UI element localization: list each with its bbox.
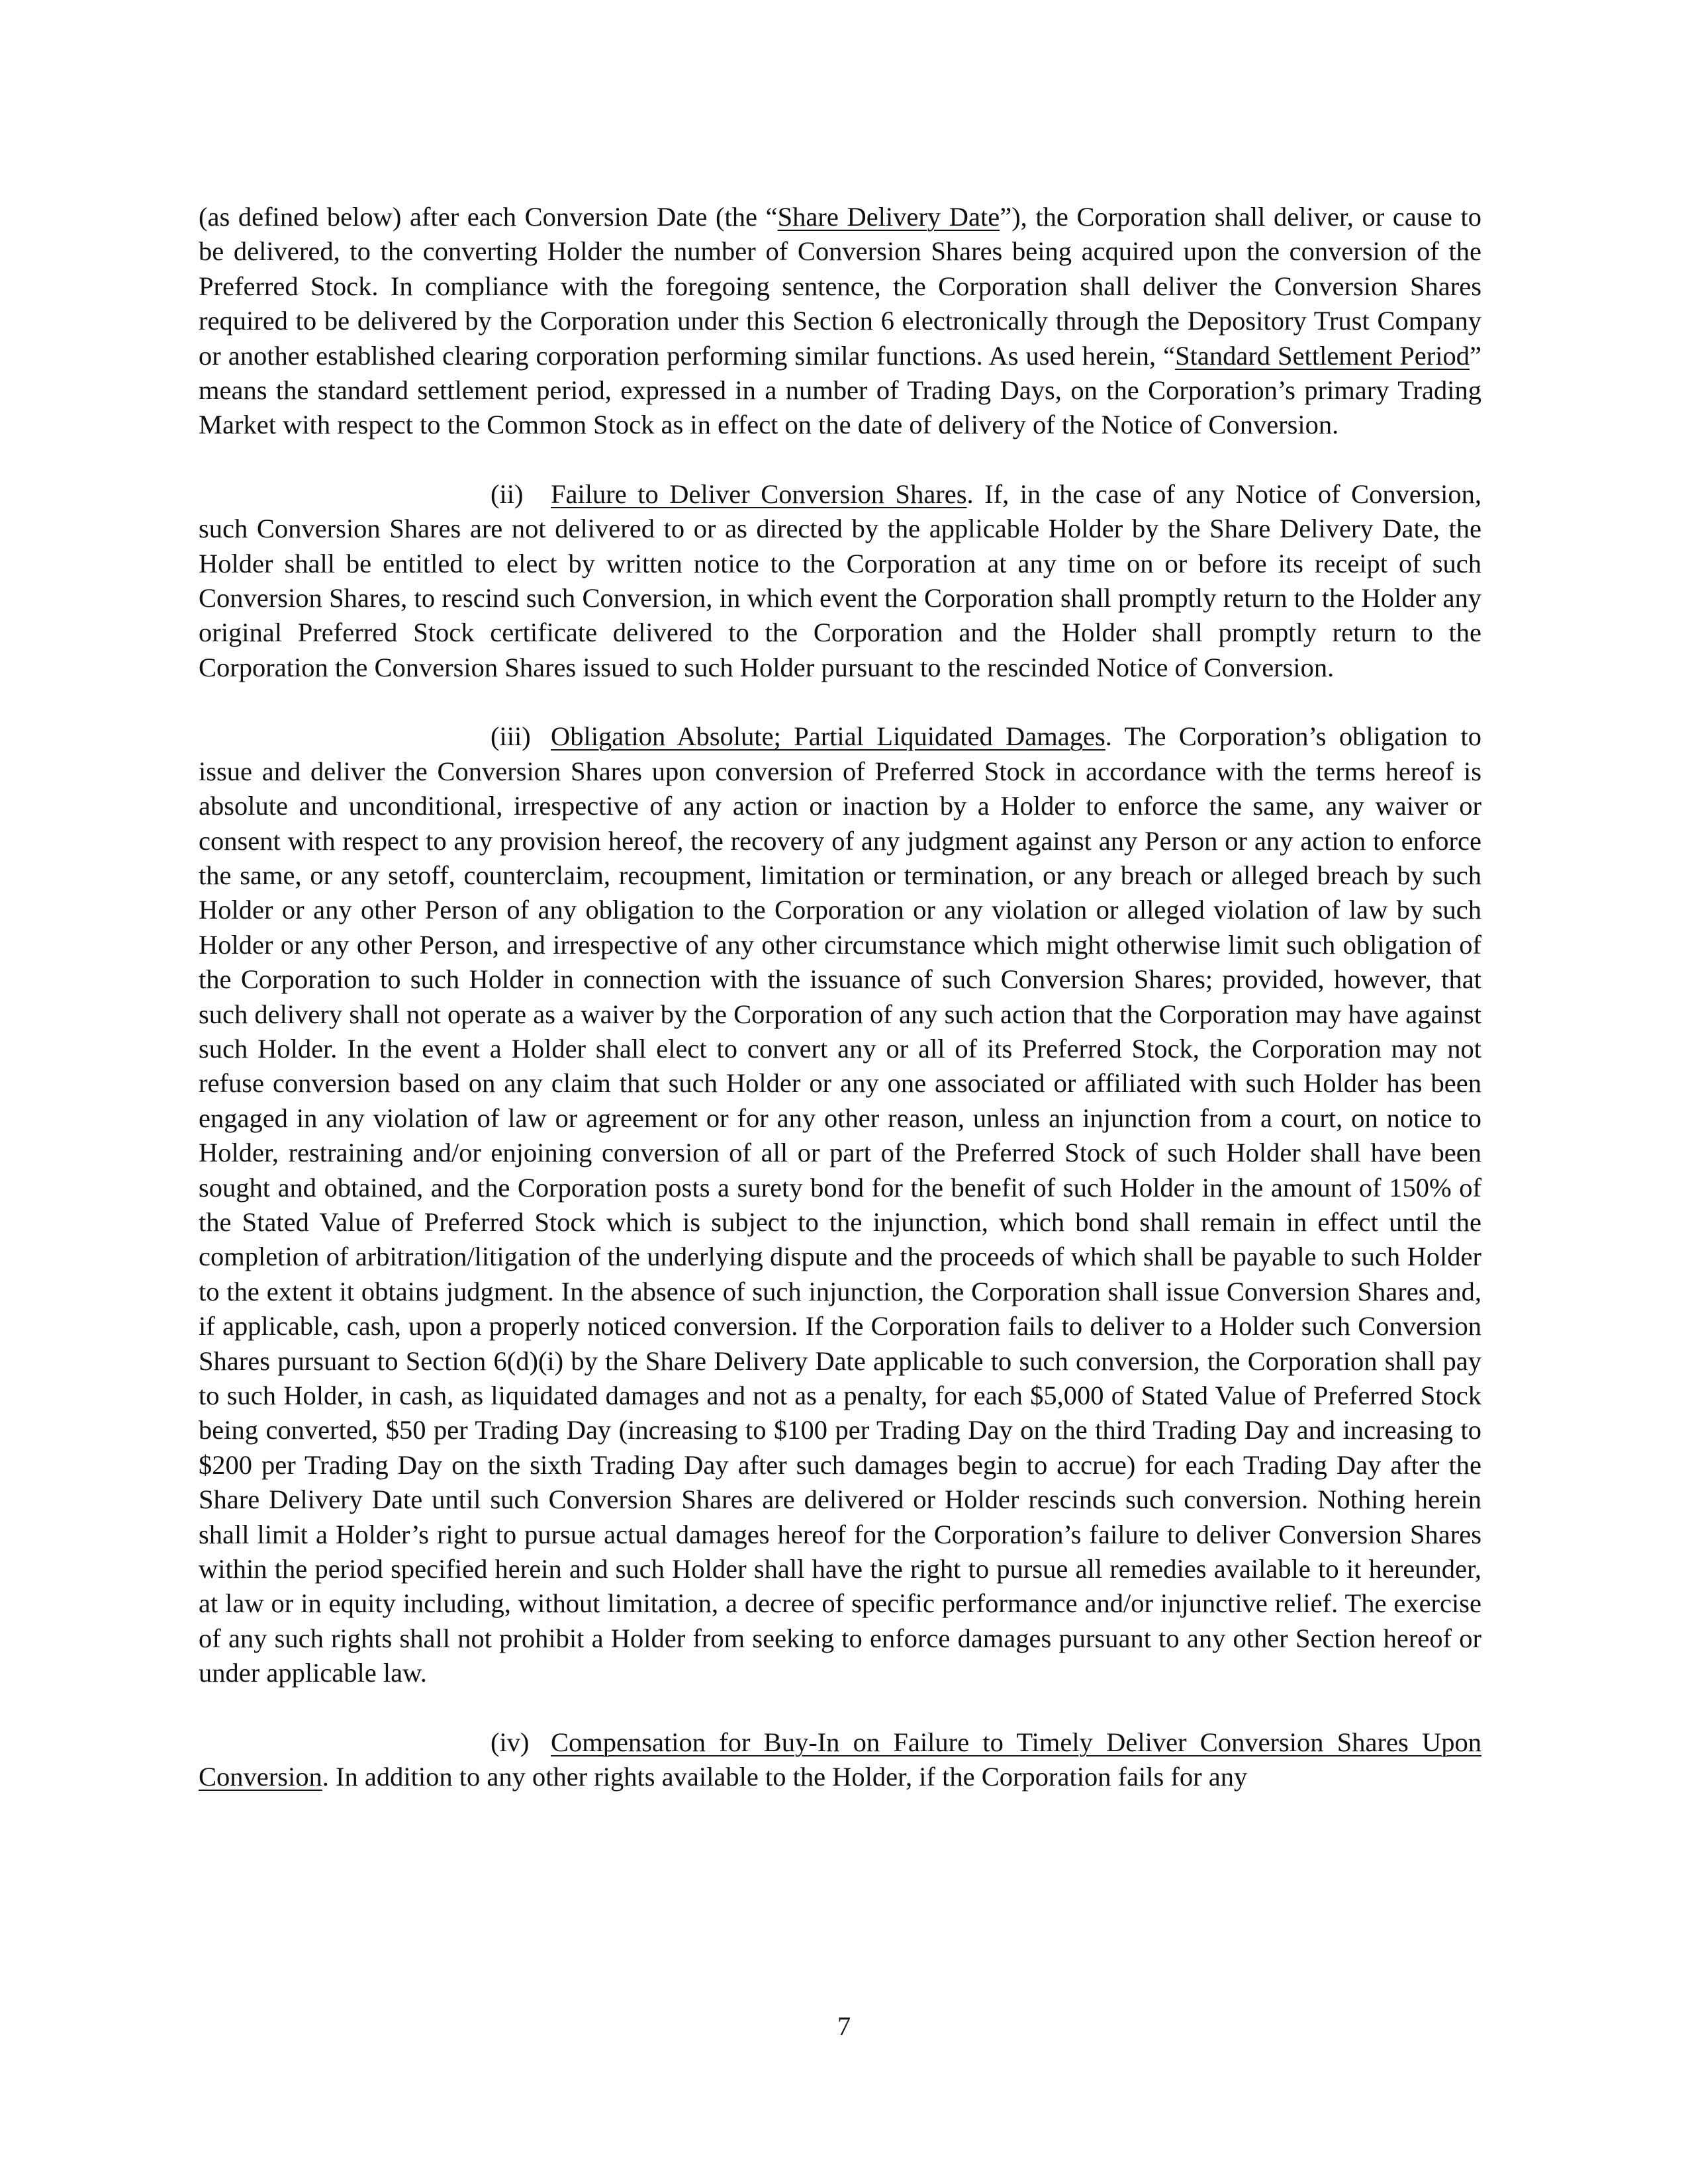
paragraph-failure-to-deliver (199, 477, 1481, 685)
page-number: 7 (837, 2011, 851, 2041)
clause-body: . If, in the case of any Notice of Conversion, such Conversion Shares are not delivered to or as directed by the applicable Holder by the Share Delivery Date, the Holder shall be entitled to elect by written notice to the Corporation at any time on or before its receipt of such Conversion Shares, to rescind such Conversion, in which event the Corporation shall promptly return to the Holder any original Preferred Stock certificate delivered to the Corporation and the Holder shall promptly return to the Corporation the Conversion Shares issued to such Holder pursuant to the rescinded Notice of Conversion. (199, 478, 1481, 682)
clause-body: . In addition to any other rights available to the Holder, if the Corporation fails for any (322, 1762, 1248, 1792)
clause-number: (iii) (491, 721, 531, 752)
text-segment: ”), the Corporation shall deliver, or cause to be delivered, to the converting Holder the number of Conversion Shares being acquired upon the conversion of the Preferred Stock. In compliance with the foregoing sentence, the Corporation shall deliver the Conversion Shares required to be delivered by the Corporation under this Section 6 electronically through the Depository Trust Company or another established clearing corporation performing similar functions. As used herein, “ (199, 202, 1481, 371)
text-segment: ” means the standard settlement period, expressed in a number of Trading Days, on the Corporation’s primary Trading Market with respect to the Common Stock as in effect on the date of delivery of the Notice of Conversion. (199, 340, 1481, 440)
text-segment: (as defined below) after each Conversion Date (the “ (199, 202, 778, 232)
clause-heading: Failure to Deliver Conversion Shares (551, 478, 967, 509)
defined-term-standard-settlement-period: Standard Settlement Period (1175, 340, 1470, 371)
paragraph-compensation-buy-in (199, 1725, 1481, 1795)
defined-term-share-delivery-date: Share Delivery Date (777, 202, 1000, 232)
document-body (199, 200, 1481, 1794)
clause-number: (ii) (491, 478, 524, 509)
paragraph-obligation-absolute (199, 719, 1481, 1690)
clause-heading: Obligation Absolute; Partial Liquidated Damages (551, 721, 1105, 752)
clause-body: . The Corporation’s obligation to issue and deliver the Conversion Shares upon conversion of Preferred Stock in accordance with the terms hereof is absolute and unconditional, irrespective of any action or inaction by a Holder to enforce the same, any waiver or consent with respect to any provision hereof, the recovery of any judgment against any Person or any action to enforce the same, or any setoff, counterclaim, recoupment, limitation or termination, or any breach or alleged breach by such Holder or any other Person of any obligation to the Corporation or any violation or alleged violation of law by such Holder or any other Person, and irrespective of any other circumstance which might otherwise limit such obligation of the Corporation to such Holder in connection with the issuance of such Conversion Shares; provided, however, that such delivery shall not operate as a waiver by the Corporation of any such action that the Corporation may have against such Holder. In the event a Holder shall elect to convert any or all of its Preferred Stock, the Corporation may not refuse conversion based on any claim that such Holder or any one associated or affiliated with such Holder has been engaged in any violation of law or agreement or for any other reason, unless an injunction from a court, on notice to Holder, restraining and/or enjoining conversion of all or part of the Preferred Stock of such Holder shall have been sought and obtained, and the Corporation posts a surety bond for the benefit of such Holder in the amount of 150% of the Stated Value of Preferred Stock which is subject to the injunction, which bond shall remain in effect until the completion of arbitration/litigation of the underlying dispute and the proceeds of which shall be payable to such Holder to the extent it obtains judgment. In the absence of such injunction, the Corporation shall issue Conversion Shares and, if applicable, cash, upon a properly noticed conversion. If the Corporation fails to deliver to a Holder such Conversion Shares pursuant to Section 6(d)(i) by the Share Delivery Date applicable to such conversion, the Corporation shall pay to such Holder, in cash, as liquidated damages and not as a penalty, for each $5,000 of Stated Value of Preferred Stock being converted, $50 per Trading Day (increasing to $100 per Trading Day on the third Trading Day and increasing to $200 per Trading Day on the sixth Trading Day after such damages begin to accrue) for each Trading Day after the Share Delivery Date until such Conversion Shares are delivered or Holder rescinds such conversion. Nothing herein shall limit a Holder’s right to pursue actual damages hereof for the Corporation’s failure to deliver Conversion Shares within the period specified herein and such Holder shall have the right to pursue all remedies available to it hereunder, at law or in equity including, without limitation, a decree of specific performance and/or injunctive relief. The exercise of any such rights shall not prohibit a Holder from seeking to enforce damages pursuant to any other Section hereof or under applicable law. (199, 721, 1481, 1688)
paragraph-continuation (199, 200, 1481, 443)
clause-heading: Compensation for Buy-In on Failure to Timely Deliver Conversion Shares Upon Conversion (199, 1727, 1481, 1792)
clause-number: (iv) (491, 1727, 530, 1757)
